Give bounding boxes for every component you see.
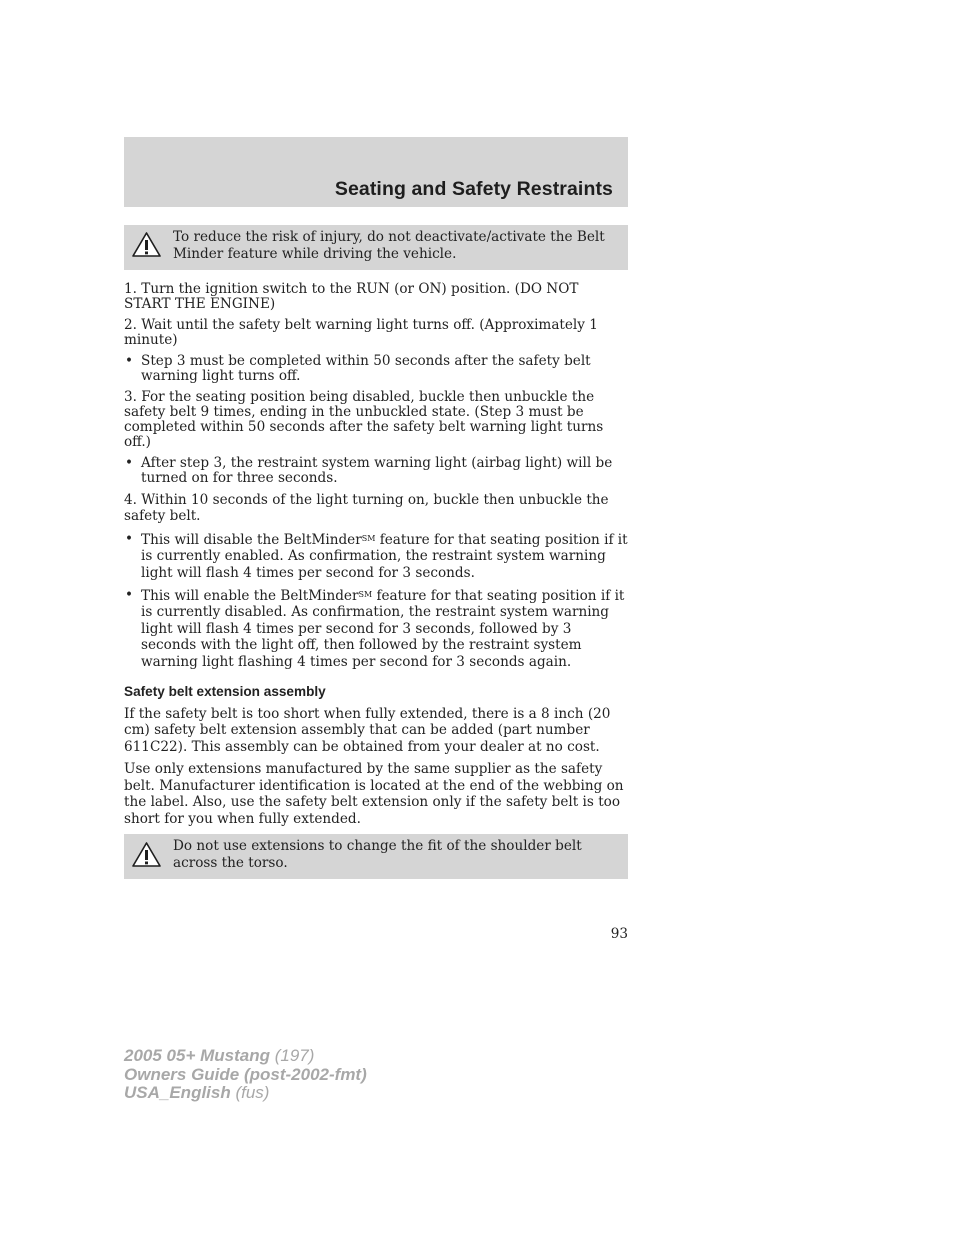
bullet-text: feature for that seating position if it is currently disabled. As confirmation, the restraint system warning light will flash 4 times per second for 3 seconds, followed by 3 seconds with the light off, then followed by the restraint system warning light flashing 4 times per second for 3 seconds again. <box>141 588 625 670</box>
main-content <box>124 282 628 833</box>
section-title: Seating and Safety Restraints <box>334 178 613 200</box>
footer-model-code: (197) <box>270 1046 315 1065</box>
footer-language-code: (fus) <box>230 1083 270 1102</box>
extension-para-2: Use only extensions manufactured by the same supplier as the safety belt. Manufacturer identification is located at the end of the webbing on the label. Also, use the safety belt extension only if the safety belt is too short for you when fully extended. <box>124 761 624 827</box>
footer-line-2 <box>124 1066 367 1085</box>
footer-model: 2005 05+ Mustang <box>124 1046 270 1065</box>
bullet-dot: • <box>125 353 134 369</box>
footer-language: USA_English <box>124 1083 231 1102</box>
bullet-dot: • <box>125 530 134 547</box>
bullet-dot: • <box>125 455 134 471</box>
bullet-item-disable <box>124 531 628 581</box>
warning-triangle-icon <box>131 841 162 868</box>
step-3: 3. For the seating position being disabled, buckle then unbuckle the safety belt 9 times, ending in the unbuckled state. (Step 3 must be completed within 50 seconds after the safety belt warning light turns off.) <box>124 389 604 450</box>
step-4: 4. Within 10 seconds of the light turning on, buckle then unbuckle the safety belt. <box>124 492 609 525</box>
extension-para-1: If the safety belt is too short when fully extended, there is a 8 inch (20 cm) safety belt extension assembly that can be added (part number 611C22). This assembly can be obtained from your dealer at no cost. <box>124 706 611 755</box>
footer-guide: Owners Guide (post-2002-fmt) <box>124 1064 367 1084</box>
bullet-item-enable <box>124 587 628 670</box>
bullet-item <box>124 354 628 384</box>
bullet-text: This will enable the BeltMinder <box>141 588 359 605</box>
bullet-text: After step 3, the restraint system warning light (airbag light) will be turned on for three seconds. <box>141 455 613 486</box>
warning-box-beltminder <box>124 225 628 270</box>
step-1: 1. Turn the ignition switch to the RUN (or ON) position. (DO NOT START THE ENGINE) <box>124 281 579 312</box>
bullet-item <box>124 456 628 486</box>
footer-line-1 <box>124 1047 367 1066</box>
service-mark: SM <box>361 533 376 543</box>
warning-triangle-icon <box>131 231 162 258</box>
page-number: 93 <box>610 926 628 942</box>
bullet-text: Step 3 must be completed within 50 seconds after the safety belt warning light turns off. <box>141 353 591 384</box>
bullet-text: This will disable the BeltMinder <box>141 531 362 548</box>
bullet-text: feature for that seating position if it is currently enabled. As confirmation, the restraint system warning light will flash 4 times per second for 3 seconds. <box>141 531 628 581</box>
warning-box-extension <box>124 834 628 879</box>
step-2: 2. Wait until the safety belt warning light turns off. (Approximately 1 minute) <box>124 317 598 348</box>
warning-text: Do not use extensions to change the fit of the shoulder belt across the torso. <box>173 838 582 871</box>
document-footer <box>124 1047 367 1103</box>
bullet-dot: • <box>125 587 134 604</box>
warning-text: To reduce the risk of injury, do not deactivate/activate the Belt Minder feature while driving the vehicle. <box>173 229 605 262</box>
service-mark: SM <box>358 590 373 600</box>
footer-line-3 <box>124 1084 367 1103</box>
section-header-band <box>124 137 628 207</box>
subheading-extension: Safety belt extension assembly <box>124 684 326 700</box>
